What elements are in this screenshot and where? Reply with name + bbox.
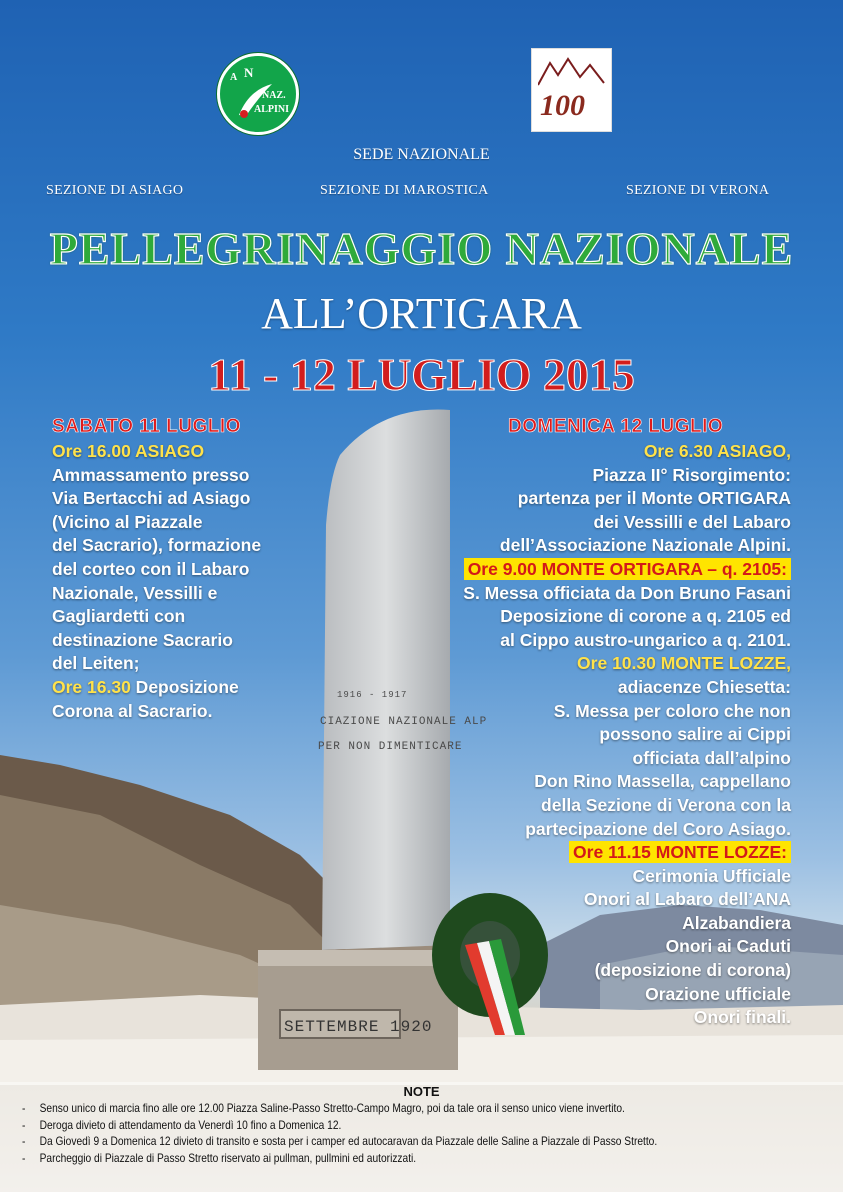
sunday-line: Cerimonia Ufficiale xyxy=(632,865,791,886)
saturday-line: destinazione Sacrario xyxy=(52,629,233,650)
feather-icon xyxy=(234,80,274,120)
sunday-line: Onori finali. xyxy=(693,1007,791,1028)
note-item: - Deroga divieto di attendamento da Venerdì 10 fino a Domenica 12. xyxy=(22,1118,342,1132)
sunday-line: S. Messa per coloro che non xyxy=(553,700,791,721)
section-marostica: SEZIONE DI MAROSTICA xyxy=(320,183,489,198)
sunday-heading: DOMENICA 12 LUGLIO xyxy=(508,416,724,437)
sunday-time-1: Ore 6.30 ASIAGO, xyxy=(643,441,791,461)
sunday-time-3: Ore 10.30 MONTE LOZZE, xyxy=(577,653,791,674)
note-text: Senso unico di marcia fino alle ore 12.00 Piazza Saline-Passo Stretto-Campo Magro, poi da tale ora il senso unico viene invertito. xyxy=(39,1102,625,1115)
saturday-line: Via Bertacchi ad Asiago xyxy=(52,488,251,509)
sunday-line: Onori al Labaro dell’ANA xyxy=(583,889,791,910)
saturday-program xyxy=(52,440,322,723)
poster-date: 11 - 12 LUGLIO 2015 xyxy=(208,349,635,400)
sunday-line: Don Rino Massella, cappellano xyxy=(534,771,791,792)
note-item: - Senso unico di marcia fino alle ore 12.00 Piazza Saline-Passo Stretto-Campo Magro, poi da tale ora il senso unico viene invertito. xyxy=(22,1102,625,1115)
note-text: Parcheggio di Piazzale di Passo Stretto riservato ai pullman, pullmini ed autorizzati. xyxy=(39,1151,417,1165)
sunday-line: S. Messa officiata da Don Bruno Fasani xyxy=(463,582,791,603)
centenary-logo xyxy=(531,48,612,132)
sunday-time-4: Ore 11.15 MONTE LOZZE: xyxy=(569,841,791,863)
saturday-time-2: Ore 16.30 xyxy=(52,676,131,697)
note-item: - Da Giovedì 9 a Domenica 12 divieto di transito e sosta per i camper ed autocaravan da Piazzale delle Saline a Piazzale di Passo Stretto. xyxy=(22,1135,658,1148)
sunday-line: dei Vessilli e del Labaro xyxy=(593,511,791,532)
monument-years: 1916 - 1917 xyxy=(337,690,408,700)
logo-letter: A xyxy=(230,72,238,83)
logo-letter: ALPINI xyxy=(254,104,290,115)
sede-nazionale: SEDE NAZIONALE xyxy=(353,146,490,163)
notes-list xyxy=(22,1101,744,1167)
sunday-line: Deposizione di corone a q. 2105 ed xyxy=(500,606,791,627)
sunday-line: della Sezione di Verona con la xyxy=(541,794,791,815)
saturday-line: del corteo con il Labaro xyxy=(52,558,250,579)
sunday-line: dell’Associazione Nazionale Alpini. xyxy=(499,535,791,556)
sunday-program xyxy=(371,440,791,1030)
saturday-time-2-text: Deposizione xyxy=(130,676,239,697)
saturday-line: del Sacrario), formazione xyxy=(52,535,262,556)
logo-letter: N xyxy=(244,65,254,80)
section-asiago: SEZIONE DI ASIAGO xyxy=(46,183,184,198)
saturday-line: Corona al Sacrario. xyxy=(52,700,213,721)
sunday-line: Onori ai Caduti xyxy=(665,936,791,957)
poster-title: PELLEGRINAGGIO NAZIONALE xyxy=(49,223,794,274)
saturday-line: Ammassamento presso xyxy=(52,464,250,485)
note-text: Deroga divieto di attendamento da Venerdì 10 fino a Domenica 12. xyxy=(39,1118,342,1132)
mountain-icon xyxy=(538,57,606,87)
notes-title: NOTE xyxy=(403,1084,440,1099)
saturday-line: (Vicino al Piazzale xyxy=(52,511,203,532)
saturday-line xyxy=(52,676,322,700)
ana-logo xyxy=(217,53,299,135)
sunday-line: Piazza II° Risorgimento: xyxy=(592,464,791,485)
note-item: - Parcheggio di Piazzale di Passo Stretto riservato ai pullman, pullmini ed autorizzati. xyxy=(22,1151,417,1165)
sunday-time-2: Ore 9.00 MONTE ORTIGARA – q. 2105: xyxy=(464,558,791,580)
sunday-line: possono salire ai Cippi xyxy=(599,724,791,745)
sunday-line: Alzabandiera xyxy=(682,912,791,933)
saturday-time-1: Ore 16.00 ASIAGO xyxy=(52,441,205,461)
sunday-line: partecipazione del Coro Asiago. xyxy=(525,818,791,839)
sunday-line: Orazione ufficiale xyxy=(645,983,791,1004)
sunday-line: partenza per il Monte ORTIGARA xyxy=(517,488,791,509)
logo-letter: NAZ. xyxy=(262,90,286,101)
monument-inscription: CIAZIONE NAZIONALE ALP xyxy=(320,716,488,728)
saturday-line: del Leiten; xyxy=(52,653,140,674)
saturday-heading: SABATO 11 LUGLIO xyxy=(52,416,241,437)
poster-subtitle: ALL’ORTIGARA xyxy=(261,289,582,338)
note-text: Da Giovedì 9 a Domenica 12 divieto di transito e sosta per i camper ed autocaravan da Piazzale delle Saline a Piazzale di Passo Stretto. xyxy=(39,1135,658,1148)
sunday-line: adiacenze Chiesetta: xyxy=(617,676,791,697)
notes-section xyxy=(0,1082,843,1192)
sunday-line: officiata dall’alpino xyxy=(632,747,791,768)
sunday-line: (deposizione di corona) xyxy=(594,960,791,981)
saturday-line: Gagliardetti con xyxy=(52,606,186,627)
saturday-line: Nazionale, Vessilli e xyxy=(52,582,218,603)
section-verona: SEZIONE DI VERONA xyxy=(626,183,770,198)
monument-inscription: PER NON DIMENTICARE xyxy=(318,741,463,753)
centenary-number: 100 xyxy=(540,89,585,122)
stone-plaque: SETTEMBRE 1920 xyxy=(284,1018,433,1036)
sunday-line: al Cippo austro-ungarico a q. 2101. xyxy=(500,629,791,650)
